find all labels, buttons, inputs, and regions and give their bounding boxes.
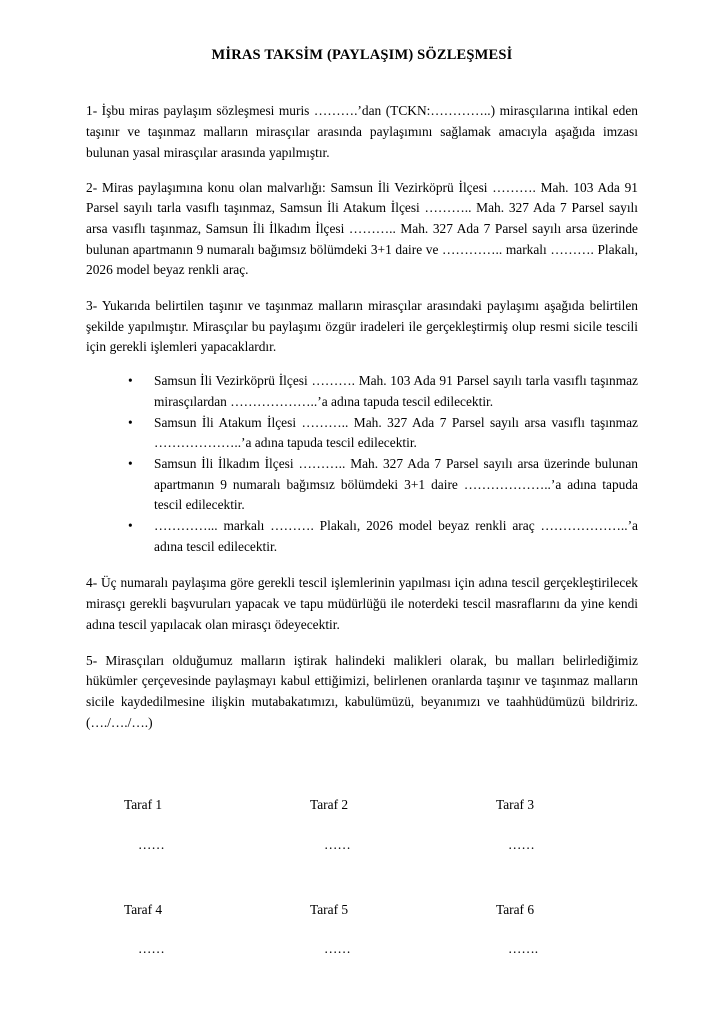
bullet-icon: • [128,373,133,389]
signature-label: Taraf 3 [495,797,535,813]
clause-paragraph-4: 4- Üç numaralı paylaşıma göre gerekli tescil işlemlerinin yapılması için adına tescil gerçekleştirilecek mirasçı gerekli başvuruları yapacak ve tapu müdürlüğü ile noterdeki tescil masraflarını da yine kendi adına tescil yapılacak olan mirasçı ödeyecektir. [86,575,638,632]
list-item [128,371,638,412]
clause-paragraph-3: 3- Yukarıda belirtilen taşınır ve taşınmaz malların mirasçılar arasındaki paylaşımı aşağıda belirtilen şekilde yapılmıştır. Mirasçılar bu paylaşımı özgür iradeleri ile gerçekleştirmiş olup resmi sicile tescili için gerekli işlemleri yapacaklardır. [86,298,638,355]
signature-label: Taraf 4 [124,901,163,917]
clause-paragraph-1: 1- İşbu miras paylaşım sözleşmesi muris ……….’dan (TCKN:…………..) mirasçılarına intikal eden taşınır ve taşınmaz malların mirasçılar arasında paylaşımını sağlamak amacıyla aşağıda imzası bulunan yasal mirasçılar arasında yapılmıştır. [86,103,638,160]
list-item [128,454,638,516]
page-title: MİRAS TAKSİM (PAYLAŞIM) SÖZLEŞMESİ [211,47,513,63]
list-item-text: …………... markalı ………. Plakalı, 2026 model beyaz renkli araç ………………..’a adına tescil edilecektir. [154,518,638,554]
signature-block-taraf-6 [454,900,638,960]
signature-block-taraf-1 [86,795,270,855]
signature-label: Taraf 1 [124,797,163,813]
signature-line: …… [507,837,535,853]
spacer-cell [270,856,454,900]
signature-row-1 [86,795,638,855]
signature-block-taraf-3 [454,795,638,855]
bullet-icon: • [128,455,133,471]
clause-paragraph-2: 2- Miras paylaşımına konu olan malvarlığı: Samsun İli Vezirköprü İlçesi ………. Mah. 103 Ada 91 Parsel sayılı tarla vasıflı taşınmaz, Samsun İli Atakum İlçesi ……….. Mah. 327 Ada 7 Parsel sayılı arsa vasıflı taşınmaz, Samsun İli İlkadım İlçesi ……….. Mah. 327 Ada 7 Parsel sayılı arsa üzerinde bulunan apartmanın 9 numaralı bağımsız bölümdeki 3+1 daire ve ………….. markalı ………. Plakalı, 2026 model beyaz renkli araç. [86,179,638,278]
list-item [128,413,638,454]
spacer-cell [86,856,270,900]
signature-line: …… [138,837,165,853]
signature-grid [86,795,638,960]
bullet-icon: • [128,518,133,534]
signature-block-taraf-5 [270,900,454,960]
signature-line: …… [323,941,351,957]
list-item [128,516,638,557]
signature-label: Taraf 2 [309,797,349,813]
signature-line: ……. [507,941,539,957]
signature-label: Taraf 5 [309,901,349,917]
signature-line: …… [138,941,165,957]
signature-block-taraf-4 [86,900,270,960]
list-item-text: Samsun İli İlkadım İlçesi ……….. Mah. 327 Ada 7 Parsel sayılı arsa üzerinde bulunan apartmanın 9 numaralı bağımsız bölümdeki 3+1 daire ………………..’a adına tapuda tescil edilecektir. [154,455,638,513]
bullet-icon: • [128,414,133,430]
spacer-cell [454,856,638,900]
clause-paragraph-5: 5- Mirasçıları olduğumuz malların iştirak halindeki malikleri olarak, bu malları belirlediğimiz hükümler çerçevesinde paylaşmayı kabul ettiğimizi, belirlenen oranlarda taşınır ve taşınmaz malların sicile kaydedilmesine ilişkin mutabakatımızı, kabulümüzü, beyanımızı ve taahhüdümüzü bildririz.(…./…./….) [86,652,638,730]
signature-row-2 [86,900,638,960]
signature-label: Taraf 6 [495,901,535,917]
signature-block-taraf-2 [270,795,454,855]
distribution-bullet-list [86,371,638,557]
list-item-text: Samsun İli Atakum İlçesi ……….. Mah. 327 Ada 7 Parsel sayılı arsa vasıflı taşınmaz ………………..’a adına tapuda tescil edilecektir. [154,414,638,451]
signature-row-spacer [86,856,638,900]
list-item-text: Samsun İli Vezirköprü İlçesi ………. Mah. 103 Ada 91 Parsel sayılı tarla vasıflı taşınmaz mirasçılardan ………………..’a adına tapuda tescil edilecektir. [154,373,638,409]
signature-line: …… [323,837,351,853]
